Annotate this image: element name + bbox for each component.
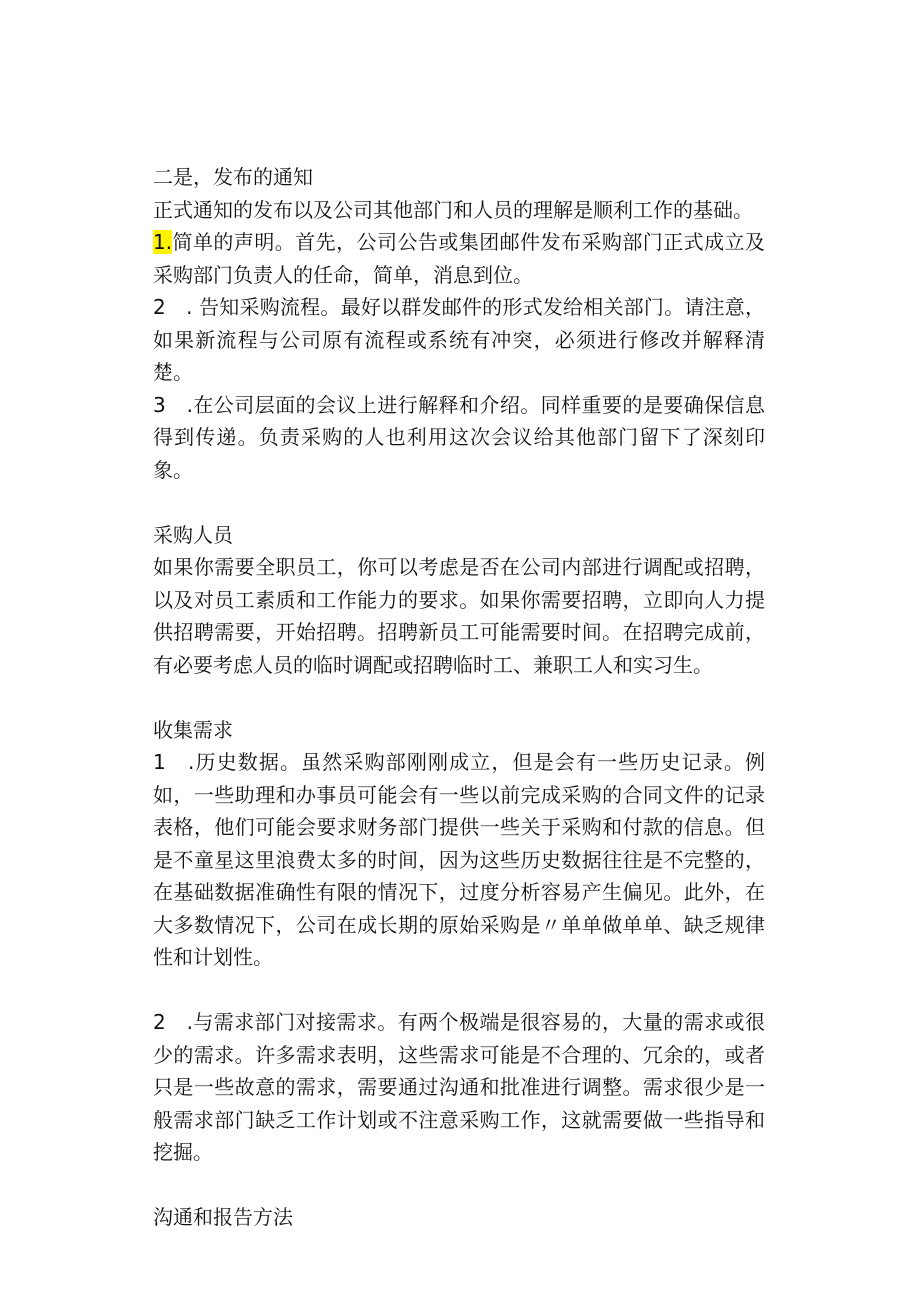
paragraph-spacer [153, 681, 765, 714]
paragraph-spacer [153, 486, 765, 519]
list-item-demand-2: 2 .与需求部门对接需求。有两个极端是很容易的，大量的需求或很少的需求。许多需求表明，这些需求可能是不合理的、冗余的，或者只是一些故意的需求，需要通过沟通和批准进行调整。需求很少是一般需求部门缺乏工作计划或不注意采购工作，这就需要做一些指导和挖掘。 [153, 1010, 765, 1164]
list-item-text: 简单的声明。首先，公司公告或集团邮件发布采购部门正式成立及采购部门负责人的任命，简单，消息到位。 [153, 230, 765, 287]
list-item-notice-2: 2 . 告知采购流程。最好以群发邮件的形式发给相关部门。请注意，如果新流程与公司原有流程或系统有冲突，必须进行修改并解释清楚。 [153, 295, 765, 384]
list-item-notice-3: 3 .在公司层面的会议上进行解释和介绍。同样重要的是要确保信息得到传递。负责采购的人也利用这次会议给其他部门留下了深刻印象。 [153, 392, 765, 482]
highlighted-list-marker: 1. [153, 230, 173, 254]
paragraph-staff: 如果你需要全职员工，你可以考虑是否在公司内部进行调配或招聘，以及对员工素质和工作能力的要求。如果你需要招聘，立即向人力提供招聘需要，开始招聘。招聘新员工可能需要时间。在招聘完成前，有必要考虑人员的临时调配或招聘临时工、兼职工人和实习生。 [153, 555, 765, 677]
paragraph-spacer [153, 974, 765, 1007]
paragraph-notice-intro: 正式通知的发布以及公司其他部门和人员的理解是顺利工作的基础。 [153, 197, 753, 222]
section-heading-notice: 二是，发布的通知 [153, 165, 313, 189]
section-heading-staff: 采购人员 [153, 522, 233, 547]
paragraph-spacer [153, 1169, 765, 1202]
section-heading-communication: 沟通和报告方法 [153, 1205, 293, 1229]
document-body [153, 161, 765, 1234]
list-item-notice-1 [153, 226, 765, 291]
section-heading-demand: 收集需求 [153, 717, 233, 742]
list-item-demand-1: 1 .历史数据。虽然采购部刚刚成立，但是会有一些历史记录。例如，一些助理和办事员可能会有一些以前完成采购的合同文件的记录表格，他们可能会要求财务部门提供一些关于采购和付款的信息。但是不童星这里浪费太多的时间，因为这些历史数据往往是不完整的，在基础数据准确性有限的情况下，过度分析容易产生偏见。此外，在大多数情况下，公司在成长期的原始采购是〃单单做单单、缺乏规律性和计划性。 [153, 750, 765, 969]
